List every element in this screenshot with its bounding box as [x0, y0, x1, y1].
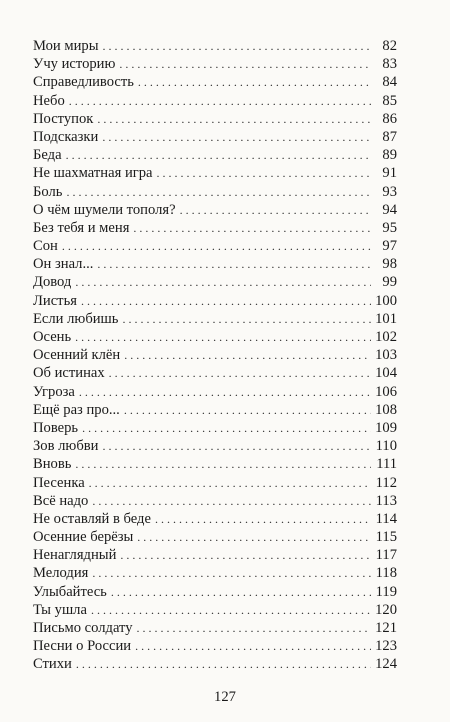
dot-leader [92, 492, 371, 510]
toc-entry-title: Песни о России [33, 638, 132, 655]
dot-leader [69, 92, 371, 110]
dot-leader [91, 601, 371, 619]
toc-entry [33, 619, 397, 637]
toc-entry [33, 237, 397, 255]
toc-entry [33, 219, 397, 237]
toc-entry-title: Поступок [33, 110, 94, 127]
toc-entry-page: 113 [375, 492, 397, 509]
dot-leader [157, 164, 371, 182]
toc-entry-title: Письмо солдату [33, 620, 133, 636]
toc-entry-title: Осенние берёзы [33, 529, 134, 546]
toc-entry-page: 86 [382, 110, 397, 127]
toc-entry-page: 95 [382, 219, 397, 236]
toc-entry-title: Подсказки [33, 128, 99, 145]
toc-entry-page: 121 [375, 620, 397, 636]
toc-entry-page: 102 [375, 329, 397, 345]
toc-entry-title: Песенка [33, 474, 85, 491]
toc-entry-page: 87 [382, 128, 397, 145]
toc-entry-page: 83 [382, 56, 397, 73]
dot-leader [120, 546, 371, 564]
dot-leader [82, 419, 371, 437]
toc-entry-title: Поверь [33, 419, 79, 436]
toc-entry [33, 183, 397, 201]
dot-leader [124, 401, 371, 419]
dot-leader [102, 128, 371, 146]
toc-entry-page: 106 [375, 383, 397, 400]
toc-entry-title: Стихи [33, 656, 72, 673]
toc-entry-page: 112 [375, 474, 397, 491]
toc-entry [33, 201, 397, 219]
toc-entry [33, 92, 397, 110]
toc-entry [33, 655, 397, 673]
toc-entry-title: Небо [33, 92, 65, 109]
toc-entry-title: Мои миры [33, 38, 99, 54]
toc-entry [33, 401, 397, 419]
toc-entry-page: 104 [375, 365, 397, 382]
toc-entry-title: Осень [33, 329, 72, 345]
toc-entry [33, 37, 397, 55]
toc-entry-page: 111 [376, 456, 397, 473]
dot-leader [133, 219, 371, 237]
toc-entry [33, 128, 397, 146]
toc-entry [33, 419, 397, 437]
toc-entry-title: Зов любви [33, 438, 99, 455]
toc-entry-title: Ненаглядный [33, 547, 117, 564]
toc-entry-page: 99 [382, 274, 397, 291]
dot-leader [102, 437, 371, 455]
toc-entry-title: Листья [33, 292, 77, 309]
toc-entry-title: Улыбайтесь [33, 583, 107, 600]
toc-entry [33, 383, 397, 401]
dot-leader [137, 528, 371, 546]
dot-leader [135, 637, 371, 655]
toc-entry-title: Учу историю [33, 56, 116, 73]
dot-leader [155, 510, 371, 528]
toc-entry-title: Мелодия [33, 565, 89, 582]
toc-entry-page: 115 [375, 529, 397, 546]
toc-entry [33, 601, 397, 619]
dot-leader [62, 237, 371, 255]
dot-leader [66, 146, 371, 164]
dot-leader [75, 328, 371, 346]
toc-entry-title: Ты ушла [33, 601, 87, 618]
dot-leader [75, 455, 371, 473]
dot-leader [138, 73, 371, 91]
toc-entry-page: 93 [382, 183, 397, 200]
toc-entry-title: Без тебя и меня [33, 219, 130, 236]
dot-leader [92, 564, 371, 582]
toc-entry-title: Не шахматная игра [33, 165, 153, 182]
page-number: 127 [214, 689, 236, 705]
toc-entry [33, 528, 397, 546]
toc-entry [33, 146, 397, 164]
toc-entry [33, 310, 397, 328]
toc-entry-title: Осенний клён [33, 347, 121, 364]
toc-entry-page: 97 [382, 238, 397, 255]
toc-entry-page: 109 [375, 419, 397, 436]
toc-entry-page: 98 [382, 256, 397, 273]
toc-entry-title: Вновь [33, 456, 72, 473]
dot-leader [180, 201, 371, 219]
toc-entry-title: Если любишь [33, 310, 119, 327]
toc-entry-page: 124 [375, 656, 397, 673]
dot-leader [119, 55, 371, 73]
toc-entry-page: 100 [375, 292, 397, 309]
toc-entry-page: 117 [375, 547, 397, 564]
toc-entry-page: 119 [375, 583, 397, 600]
dot-leader [81, 292, 371, 310]
toc-entry [33, 546, 397, 564]
toc-entry-page: 118 [375, 565, 397, 582]
toc-entry-page: 91 [382, 165, 397, 182]
toc-entry [33, 346, 397, 364]
dot-leader [103, 37, 371, 55]
dot-leader [137, 619, 371, 637]
dot-leader [109, 364, 371, 382]
toc-entry-page: 82 [382, 38, 397, 54]
toc-entry [33, 510, 397, 528]
toc-entry-title: Всё надо [33, 492, 89, 509]
dot-leader [79, 383, 371, 401]
toc-entry [33, 255, 397, 273]
toc-entry [33, 328, 397, 346]
toc-entry-title: Ещё раз про... [33, 401, 120, 418]
toc-entry-title: Он знал... [33, 256, 94, 273]
toc-entry [33, 637, 397, 655]
toc-entry-title: Беда [33, 147, 62, 164]
toc-entry-title: О чём шумели тополя? [33, 201, 176, 218]
dot-leader [124, 346, 371, 364]
toc-entry-page: 84 [382, 74, 397, 91]
dot-leader [89, 474, 371, 492]
toc-entry-page: 89 [382, 147, 397, 164]
toc-entry-page: 101 [375, 310, 397, 327]
toc-entry-title: Не оставляй в беде [33, 510, 151, 527]
toc-entry-title: Справедливость [33, 74, 134, 91]
toc-entry [33, 364, 397, 382]
toc-entry [33, 583, 397, 601]
toc-entry-page: 85 [382, 92, 397, 109]
toc-entry-page: 108 [375, 401, 397, 418]
dot-leader [122, 310, 371, 328]
dot-leader [76, 655, 371, 673]
toc-entry-page: 94 [382, 201, 397, 218]
table-of-contents [33, 37, 397, 674]
dot-leader [97, 110, 371, 128]
toc-entry [33, 292, 397, 310]
toc-entry-title: Довод [33, 274, 72, 291]
toc-entry-title: Об истинах [33, 365, 105, 382]
toc-entry [33, 55, 397, 73]
toc-entry [33, 273, 397, 291]
toc-entry-page: 103 [375, 347, 397, 364]
toc-entry-page: 114 [375, 510, 397, 527]
dot-leader [75, 273, 371, 291]
toc-entry-page: 110 [375, 438, 397, 455]
toc-entry [33, 455, 397, 473]
toc-entry [33, 492, 397, 510]
toc-entry [33, 164, 397, 182]
toc-entry [33, 437, 397, 455]
toc-entry [33, 474, 397, 492]
dot-leader [111, 583, 371, 601]
toc-entry [33, 110, 397, 128]
toc-entry [33, 564, 397, 582]
toc-entry-title: Сон [33, 238, 58, 255]
toc-entry-title: Угроза [33, 383, 75, 400]
toc-entry-page: 123 [375, 638, 397, 655]
dot-leader [97, 255, 371, 273]
dot-leader [66, 183, 371, 201]
toc-entry-title: Боль [33, 183, 63, 200]
toc-entry-page: 120 [375, 601, 397, 618]
toc-entry [33, 73, 397, 91]
